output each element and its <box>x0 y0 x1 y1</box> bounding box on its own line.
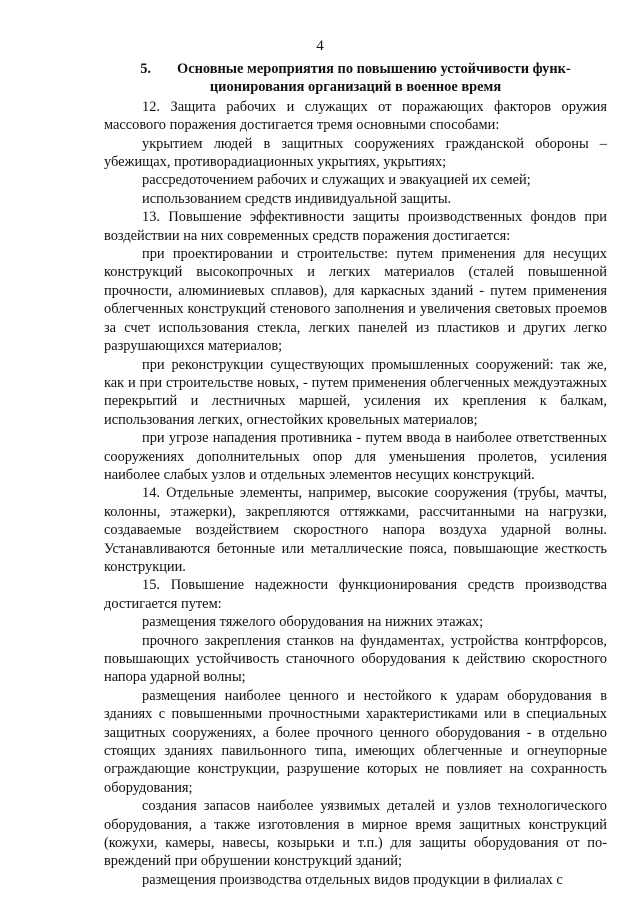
paragraph-13-item-design: при проектировании и строительстве: путем применения для несущих конструкций высокопрочных и легких материалов (сталей повышенной прочности, алюминиевых сплавов), для каркасных зданий - путем применения облегченных конструкций стенового заполнения и увеличения световых проемов за счет использования стекла, легких панелей из пластиков и других легко разрушающихся материалов; <box>104 246 607 355</box>
paragraph-13-item-reconstruction: при реконструкции существующих промышленных сооружений: так же, как и при строительстве новых, - путем применения облегченных междуэтажных перекрытий и лестничных маршей, усиления их крепления к балкам, использования легких, огнестойких кровельных материалов; <box>104 356 607 428</box>
section-heading-line-1 <box>104 60 607 78</box>
paragraph-15-item-heavy-equipment: размещения тяжелого оборудования на нижних этажах; <box>142 614 484 631</box>
paragraph-13-item-threat: при угрозе нападения противника - путем ввода в наиболее ответственных сооружениях дополнительных опор для уменьшения пролетов, усиления наиболее слабых узлов и отдельных элементов несущих конструкций. <box>104 430 607 483</box>
section-number: 5. <box>140 61 152 77</box>
paragraph-12-item-dispersal: рассредоточением рабочих и служащих и эвакуацией их семей; <box>142 172 531 189</box>
paragraph-12-item-individual-protection: использованием средств индивидуальной защиты. <box>142 190 452 207</box>
section-title-part-1: Основные мероприятия по повышению устойчивости функ- <box>177 61 571 77</box>
paragraph-15-item-spare-parts: создания запасов наиболее уязвимых деталей и узлов технологического оборудования, а также изготовления в мирное время защитных конструкций (кожухи, камеры, навесы, козырьки и т.п.) для защиты оборудования от повреждений при обрушении конструкций зданий; <box>104 798 607 870</box>
paragraph-12-item-shelters: укрытием людей в защитных сооружениях гражданской обороны – убежищах, противорадиационных укрытиях, укрытиях; <box>104 135 607 171</box>
paragraph-14: 14. Отдельные элементы, например, высокие сооружения (трубы, мачты, колонны, этажерки), закрепляются оттяжками, рассчитанными на нагрузки, создаваемые воздействием скоростного напора воздуха ударной волны. Устанавливаются бетонные или металлические пояса, повышающие жесткость конструкции. <box>104 485 607 575</box>
paragraph-15-item-fastening: прочного закрепления станков на фундаментах, устройства контрфорсов, повышающих устойчивость станочного оборудования к действию скоростного напора ударной волны; <box>104 632 607 686</box>
paragraph-15-item-branches: размещения производства отдельных видов продукции в филиалах с <box>142 871 563 888</box>
page-content <box>104 60 607 889</box>
page-number: 4 <box>316 38 324 54</box>
paragraph-15: 15. Повышение надежности функционирования средств производства достигается путем: <box>104 577 607 612</box>
paragraph-13: 13. Повышение эффективности защиты производственных фондов при воздействии на них современных средств поражения достигается: <box>104 209 607 244</box>
section-heading <box>104 60 607 97</box>
section-title-part-2: ционирования организаций в военное время <box>209 79 502 96</box>
paragraph-12: 12. Защита рабочих и служащих от поражающих факторов оружия массового поражения достигается тремя основными способами: <box>104 98 607 134</box>
paragraph-15-item-placement: размещения наиболее ценного и нестойкого к ударам оборудования в зданиях с повышенными прочностными характеристиками или в специальных защитных сооружениях, а более прочного ценного оборудования - в отдельно стоящих зданиях павильонного типа, имеющих облегченные и огнеупорные ограждающие конструкции, разрушение которых не повлияет на сохранность оборудования; <box>104 687 607 796</box>
